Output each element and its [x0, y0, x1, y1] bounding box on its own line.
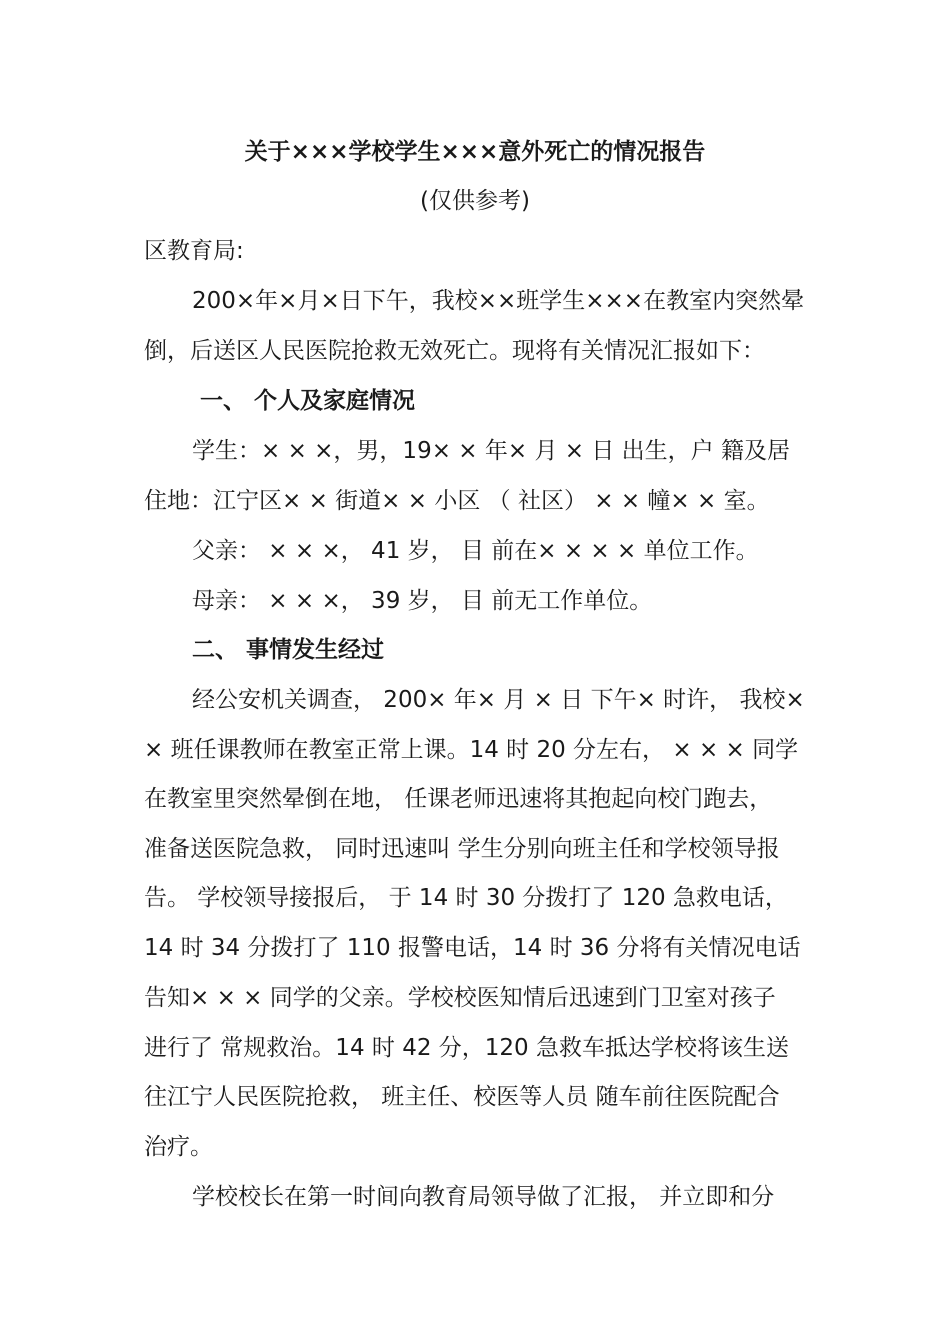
paragraph-line: 住地：江宁区× × 街道× × 小区 （ 社区） × × 幢× × 室。 — [144, 488, 770, 514]
paragraph-line: 告知× × × 同学的父亲。学校校医知情后迅速到门卫室对孩子 — [144, 985, 776, 1011]
paragraph-line: 进行了 常规救治。14 时 42 分，120 急救车抵达学校将该生送 — [144, 1035, 789, 1061]
paragraph-line: 在教室里突然晕倒在地， 任课老师迅速将其抱起向校门跑去， — [144, 786, 773, 812]
paragraph-line: 准备送医院急救， 同时迅速叫 学生分别向班主任和学校领导报 — [144, 836, 780, 862]
paragraph-line: 往江宁人民医院抢救， 班主任、校医等人员 随车前往医院配合 — [144, 1084, 780, 1110]
section-heading: 一、 个人及家庭情况 — [200, 388, 416, 414]
paragraph-line: 学校校长在第一时间向教育局领导做了汇报， 并立即和分 — [192, 1184, 775, 1210]
paragraph-line: 200×年×月×日下午，我校××班学生×××在教室内突然晕 — [192, 288, 805, 314]
paragraph-line: 经公安机关调查， 200× 年× 月 × 日 下午× 时许， 我校× — [192, 687, 805, 713]
paragraph-line: × 班任课教师在教室正常上课。14 时 20 分左右， × × × 同学 — [144, 737, 799, 763]
paragraph-line: 告。 学校领导接报后， 于 14 时 30 分拨打了 120 急救电话， — [144, 885, 788, 911]
report-title: 关于×××学校学生×××意外死亡的情况报告 — [244, 139, 706, 165]
section-heading: 二、 事情发生经过 — [192, 637, 385, 663]
paragraph-line: 14 时 34 分拨打了 110 报警电话，14 时 36 分将有关情况电话 — [144, 935, 801, 961]
paragraph-line: 父亲： × × ×， 41 岁， 目 前在× × × × 单位工作。 — [192, 538, 759, 564]
paragraph-line: 母亲： × × ×， 39 岁， 目 前无工作单位。 — [192, 588, 653, 614]
paragraph-line: 倒，后送区人民医院抢救无效死亡。现将有关情况汇报如下： — [144, 338, 765, 364]
paragraph-line: 学生：× × ×，男，19× × 年× 月 × 日 出生，户 籍及居 — [192, 438, 790, 464]
paragraph-line: 治疗。 — [144, 1134, 213, 1160]
salutation: 区教育局: — [144, 238, 244, 264]
report-subtitle: (仅供参考) — [420, 188, 530, 214]
